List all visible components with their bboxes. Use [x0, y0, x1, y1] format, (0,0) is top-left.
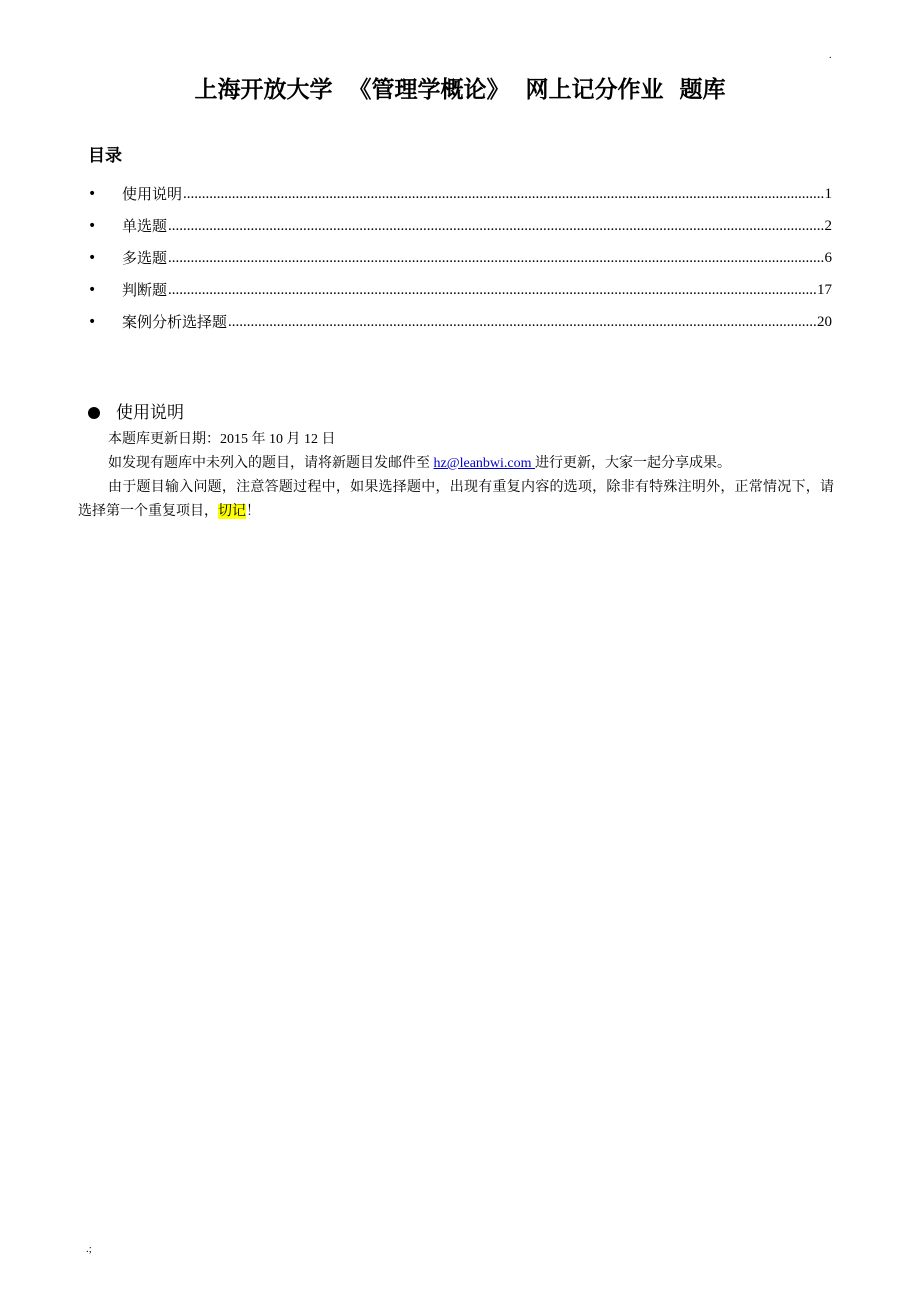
header-corner-mark: .	[829, 50, 832, 61]
toc-entry-case-analysis[interactable]	[88, 306, 832, 338]
table-of-contents	[88, 178, 832, 338]
note-paragraph	[78, 476, 834, 524]
toc-entry-true-false[interactable]	[88, 274, 832, 306]
toc-entry-usage[interactable]	[88, 178, 832, 210]
bullet-icon: •	[88, 218, 97, 234]
toc-entry-label[interactable]: 案例分析选择题	[122, 313, 228, 331]
bullet-icon: •	[88, 282, 97, 298]
toc-entry-label[interactable]: 单选题	[122, 217, 168, 235]
toc-entry-page: 17	[817, 282, 832, 298]
toc-heading: 目录	[88, 146, 122, 166]
footer-mark: .;	[86, 1243, 92, 1255]
bullet-icon: •	[88, 186, 97, 202]
toc-dot-leader	[168, 280, 816, 300]
page-title: 上海开放大学 《管理学概论》 网上记分作业 题库	[194, 77, 726, 103]
toc-entry-page: 20	[817, 314, 832, 330]
section-title: 使用说明	[116, 403, 184, 423]
filled-circle-bullet-icon	[88, 407, 100, 419]
email-link[interactable]: hz@leanbwi.com	[433, 456, 536, 471]
contact-text-before: 如发现有题库中未列入的题目，请将新题目发邮件至	[108, 456, 434, 471]
usage-instructions	[78, 428, 834, 524]
toc-entry-page: 6	[824, 250, 832, 266]
toc-entry-label[interactable]: 多选题	[122, 249, 168, 267]
bullet-icon: •	[88, 250, 97, 266]
toc-entry-multiple-choice[interactable]	[88, 242, 832, 274]
toc-dot-leader	[168, 216, 823, 236]
note-text-before: 由于题目输入问题，注意答题过程中，如果选择题中，出现有重复内容的选项，除非有特殊注明外，正常情况下，请选择第一个重复项目，	[78, 480, 834, 519]
note-text-after: ！	[246, 504, 260, 519]
toc-dot-leader	[168, 248, 823, 268]
toc-entry-page: 1	[824, 186, 832, 202]
toc-entry-page: 2	[824, 218, 832, 234]
update-date-paragraph: 本题库更新日期：2015 年 10 月 12 日	[108, 432, 336, 447]
contact-text-after: 进行更新，大家一起分享成果。	[535, 456, 732, 471]
contact-paragraph	[78, 452, 834, 476]
bullet-icon: •	[88, 314, 97, 330]
section-heading-usage	[88, 400, 184, 426]
highlighted-text: 切记	[218, 504, 246, 519]
toc-entry-label[interactable]: 使用说明	[122, 185, 183, 203]
toc-entry-label[interactable]: 判断题	[122, 281, 168, 299]
toc-dot-leader	[183, 184, 823, 204]
toc-dot-leader	[228, 312, 816, 332]
toc-entry-single-choice[interactable]	[88, 210, 832, 242]
